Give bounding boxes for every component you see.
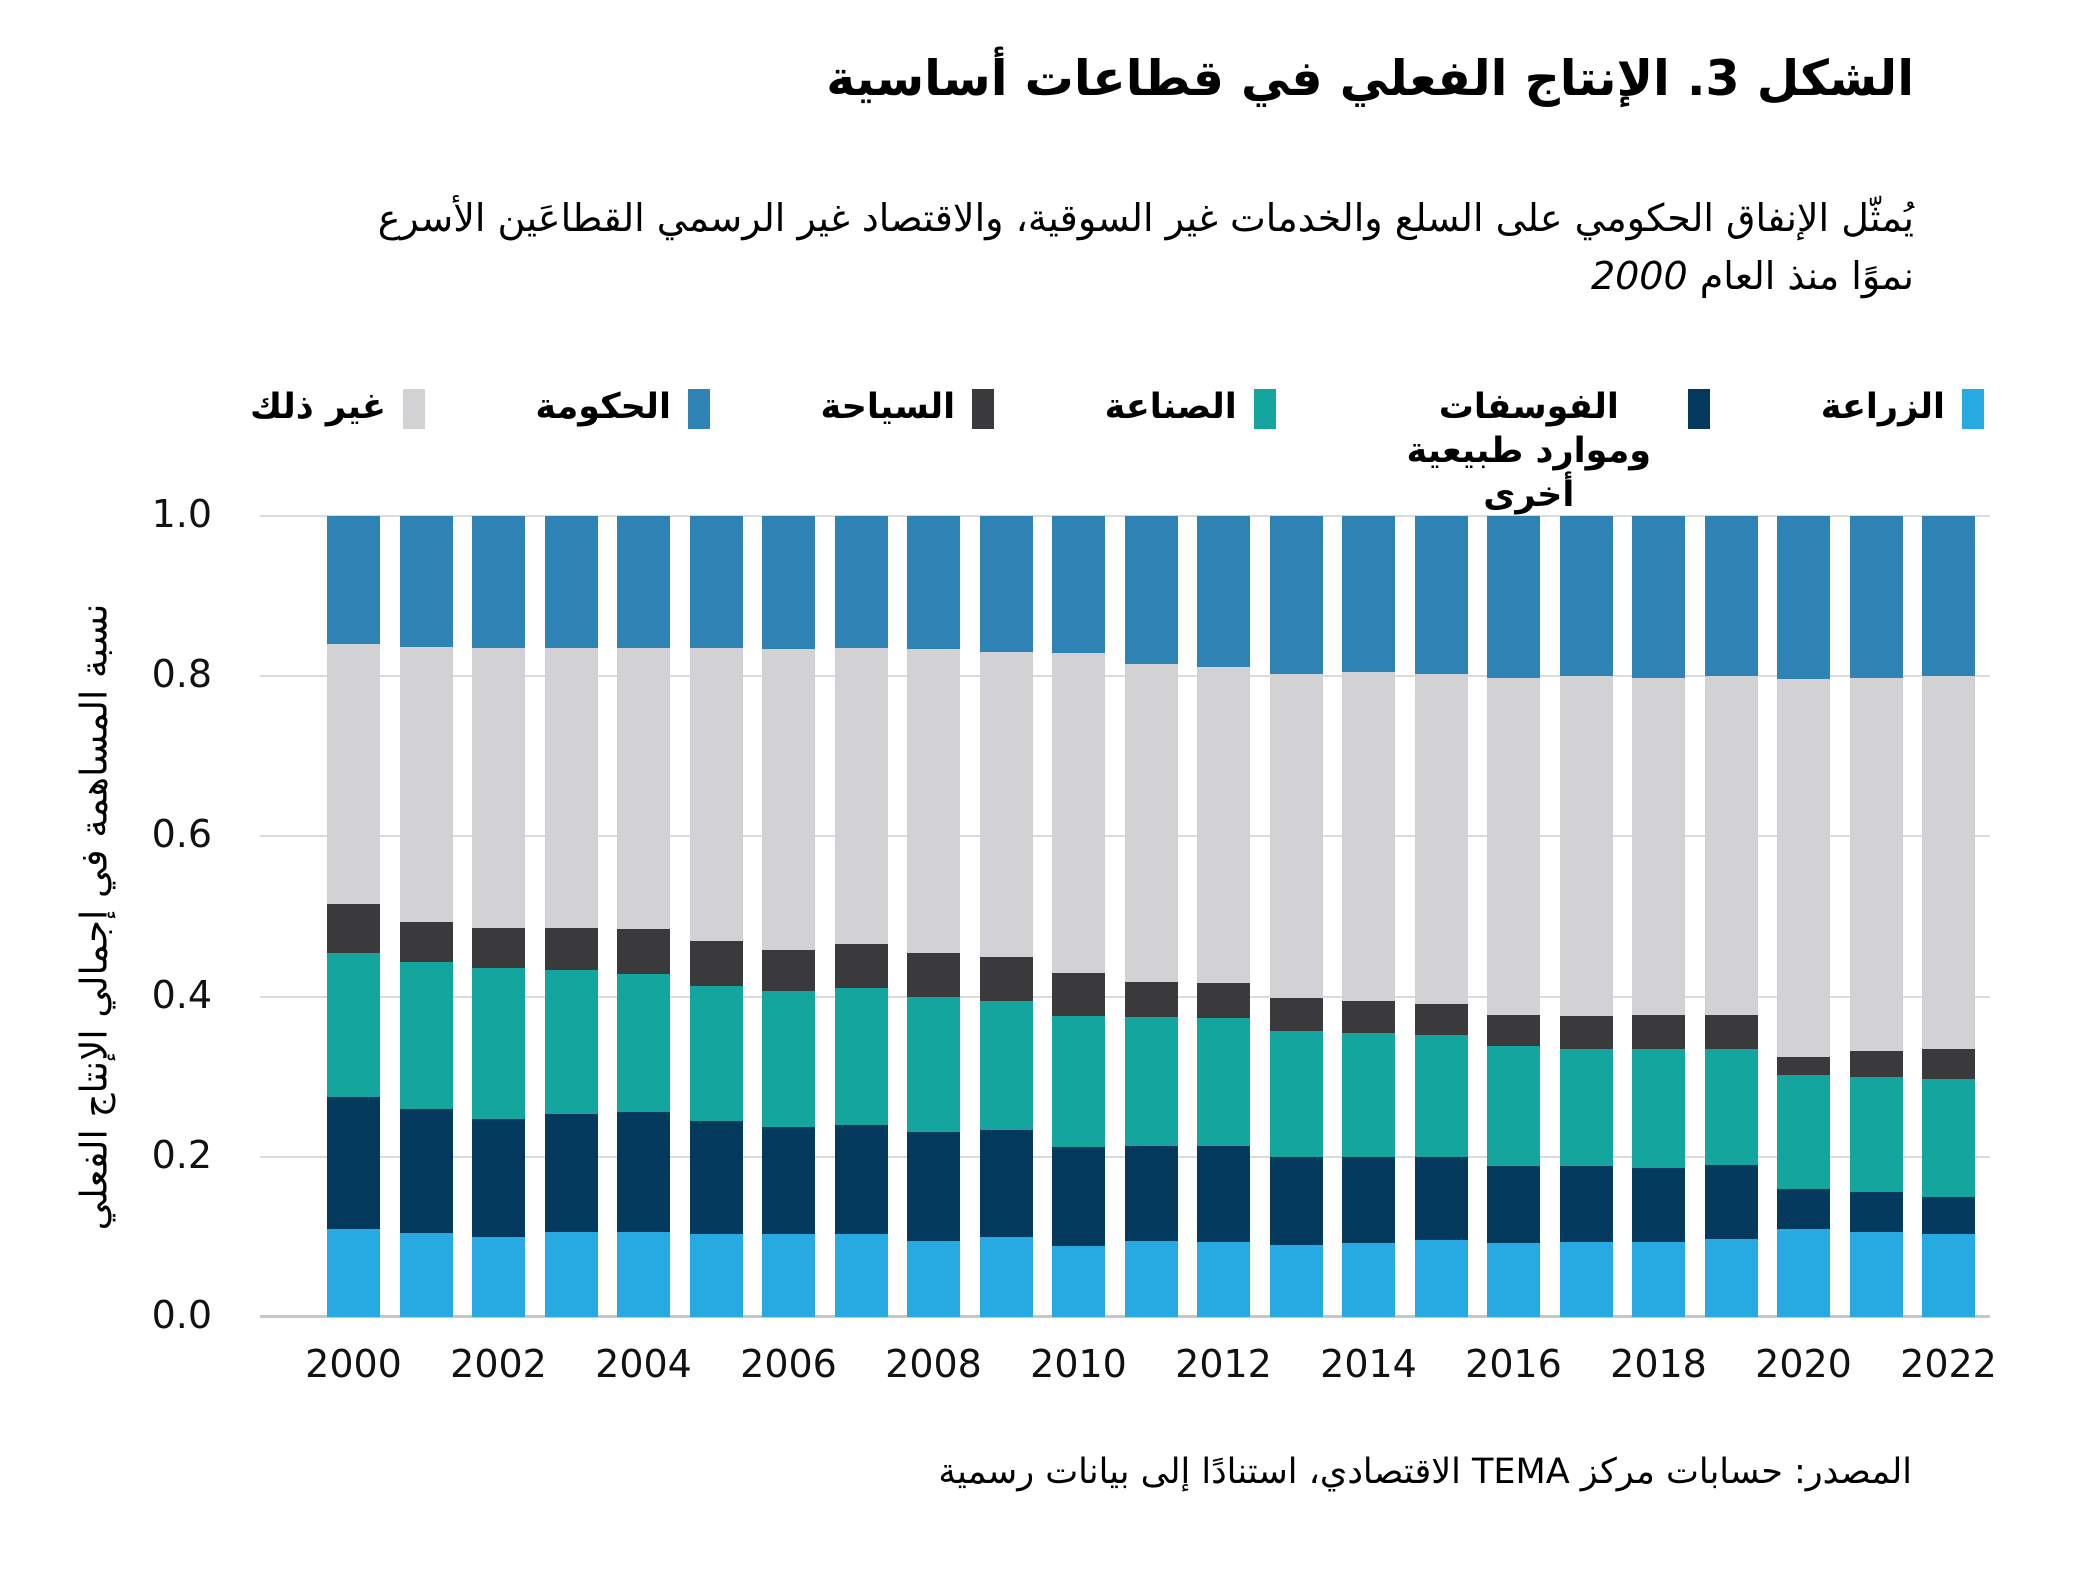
bar-2004	[617, 516, 670, 1317]
y-tick-label-0.8: 0.8	[151, 652, 212, 697]
bar-2008-segment-1	[907, 1132, 960, 1241]
chart-legend	[250, 386, 1984, 517]
bar-2018-segment-5	[1632, 516, 1685, 678]
bar-2018	[1632, 516, 1685, 1317]
bar-2020-segment-1	[1777, 1189, 1830, 1229]
bar-2013-segment-0	[1270, 1245, 1323, 1317]
y-tick-label-0.4: 0.4	[151, 972, 212, 1017]
plot-area	[260, 516, 1990, 1317]
bar-2021-segment-0	[1850, 1232, 1903, 1317]
bar-2015	[1415, 516, 1468, 1317]
legend-label: الصناعة	[1104, 387, 1237, 427]
bar-2003-segment-2	[545, 970, 598, 1113]
bar-2018-segment-0	[1632, 1242, 1685, 1317]
bar-2021	[1850, 516, 1903, 1317]
bar-2017	[1560, 516, 1613, 1317]
bar-2014-segment-5	[1342, 516, 1395, 672]
bar-2020	[1777, 516, 1830, 1317]
bar-2018-segment-3	[1632, 1015, 1685, 1049]
bar-2004-segment-5	[617, 516, 670, 648]
bar-2017-segment-5	[1560, 516, 1613, 676]
bar-2002-segment-1	[472, 1119, 525, 1237]
bar-2022-segment-5	[1922, 516, 1975, 676]
bar-2003-segment-5	[545, 516, 598, 648]
bar-2020-segment-2	[1777, 1075, 1830, 1189]
bar-2020-segment-4	[1777, 679, 1830, 1056]
bar-2016-segment-1	[1487, 1166, 1540, 1244]
bar-2015-segment-2	[1415, 1035, 1468, 1157]
bar-2016-segment-2	[1487, 1046, 1540, 1165]
x-tick-label-2004: 2004	[595, 1342, 692, 1386]
legend-item-3	[820, 386, 994, 430]
bar-2013-segment-5	[1270, 516, 1323, 674]
bar-2008-segment-5	[907, 516, 960, 649]
bar-2009-segment-3	[980, 957, 1033, 1001]
bar-2011-segment-2	[1125, 1017, 1178, 1147]
bar-2022-segment-0	[1922, 1234, 1975, 1317]
figure-subtitle	[150, 190, 1914, 306]
bar-2016-segment-5	[1487, 516, 1540, 678]
bar-2003-segment-0	[545, 1232, 598, 1317]
bar-2019-segment-3	[1705, 1015, 1758, 1049]
bar-2012-segment-2	[1197, 1018, 1250, 1146]
x-tick-label-2000: 2000	[305, 1342, 402, 1386]
bar-2003-segment-3	[545, 928, 598, 970]
bar-2002-segment-2	[472, 968, 525, 1119]
x-tick-label-2018: 2018	[1610, 1342, 1707, 1386]
y-tick-label-0.6: 0.6	[151, 812, 212, 857]
bar-2011-segment-5	[1125, 516, 1178, 664]
y-axis-title: نسبة المساهمة في إجمالي الإنتاج الفعلي	[72, 603, 116, 1230]
bar-2000-segment-0	[327, 1229, 380, 1317]
bar-2011-segment-1	[1125, 1146, 1178, 1241]
x-tick-label-2014: 2014	[1320, 1342, 1417, 1386]
bar-2017-segment-3	[1560, 1016, 1613, 1049]
bar-2002	[472, 516, 525, 1317]
bar-2012-segment-4	[1197, 667, 1250, 983]
bar-2015-segment-0	[1415, 1240, 1468, 1317]
bar-2019-segment-1	[1705, 1165, 1758, 1239]
bar-2022-segment-3	[1922, 1049, 1975, 1079]
bar-2005-segment-3	[690, 941, 743, 987]
bar-2016-segment-3	[1487, 1015, 1540, 1046]
bar-2001-segment-5	[400, 516, 453, 647]
x-tick-label-2006: 2006	[740, 1342, 837, 1386]
bar-2011-segment-4	[1125, 664, 1178, 982]
bar-2020-segment-3	[1777, 1057, 1830, 1075]
legend-label: الزراعة	[1820, 387, 1945, 427]
legend-item-5	[250, 386, 425, 430]
bar-2002-segment-3	[472, 928, 525, 968]
bar-2021-segment-3	[1850, 1051, 1903, 1077]
bar-2006-segment-2	[762, 991, 815, 1127]
bar-2010-segment-1	[1052, 1147, 1105, 1246]
bar-2004-segment-0	[617, 1232, 670, 1317]
bar-2014-segment-0	[1342, 1243, 1395, 1317]
bar-2007-segment-4	[835, 648, 888, 944]
bar-2021-segment-4	[1850, 678, 1903, 1051]
bar-2012-segment-1	[1197, 1146, 1250, 1241]
legend-label: غير ذلك	[250, 387, 386, 427]
bar-2017-segment-4	[1560, 676, 1613, 1016]
bar-2013-segment-4	[1270, 674, 1323, 998]
x-tick-label-2008: 2008	[885, 1342, 982, 1386]
legend-item-2	[1105, 386, 1276, 430]
bar-2010-segment-4	[1052, 653, 1105, 973]
bar-2014-segment-2	[1342, 1033, 1395, 1156]
bar-2016-segment-0	[1487, 1243, 1540, 1317]
bar-2022-segment-2	[1922, 1079, 1975, 1197]
bar-2019-segment-4	[1705, 676, 1758, 1015]
x-tick-label-2016: 2016	[1465, 1342, 1562, 1386]
bar-2008-segment-4	[907, 649, 960, 953]
bar-2018-segment-4	[1632, 678, 1685, 1015]
bar-2013-segment-2	[1270, 1031, 1323, 1157]
bar-2019-segment-0	[1705, 1239, 1758, 1317]
bar-2020-segment-5	[1777, 516, 1830, 679]
bar-2010-segment-0	[1052, 1246, 1105, 1316]
legend-item-4	[535, 386, 710, 430]
bar-2006-segment-4	[762, 649, 815, 950]
bar-2005-segment-4	[690, 648, 743, 940]
subtitle-line-1: يُمثّل الإنفاق الحكومي على السلع والخدمات غير السوقية، والاقتصاد غير الرسمي القطاعَين الأسرع	[377, 196, 1914, 240]
bar-2001-segment-4	[400, 647, 453, 923]
bar-2021-segment-2	[1850, 1077, 1903, 1192]
subtitle-year: 2000	[1590, 253, 1688, 298]
bar-2000-segment-1	[327, 1097, 380, 1229]
bar-2003-segment-4	[545, 648, 598, 928]
bar-2013-segment-3	[1270, 998, 1323, 1031]
legend-swatch	[972, 389, 994, 429]
y-axis-tick-labels	[0, 0, 214, 1587]
bar-2018-segment-2	[1632, 1049, 1685, 1168]
bar-2004-segment-2	[617, 974, 670, 1112]
bar-2002-segment-4	[472, 648, 525, 928]
bar-2014-segment-4	[1342, 672, 1395, 1000]
figure-title: الشكل 3. الإنتاج الفعلي في قطاعات أساسية	[826, 50, 1914, 107]
legend-label: الحكومة	[535, 387, 671, 427]
bar-2011-segment-0	[1125, 1241, 1178, 1317]
bar-2006-segment-1	[762, 1127, 815, 1234]
bar-2003-segment-1	[545, 1114, 598, 1233]
bar-2008-segment-2	[907, 997, 960, 1132]
bar-2000-segment-5	[327, 516, 380, 644]
y-tick-label-0.2: 0.2	[151, 1132, 212, 1177]
bar-2005-segment-2	[690, 986, 743, 1121]
bar-2011	[1125, 516, 1178, 1317]
bar-2009-segment-4	[980, 652, 1033, 956]
bar-2019-segment-2	[1705, 1049, 1758, 1164]
bar-2018-segment-1	[1632, 1168, 1685, 1242]
bar-2010-segment-5	[1052, 516, 1105, 653]
x-tick-label-2020: 2020	[1755, 1342, 1852, 1386]
bar-2007-segment-3	[835, 944, 888, 988]
bar-2001-segment-3	[400, 922, 453, 962]
bar-2014-segment-3	[1342, 1001, 1395, 1034]
bar-2013	[1270, 516, 1323, 1317]
bar-2005-segment-1	[690, 1121, 743, 1235]
bar-2012-segment-0	[1197, 1242, 1250, 1317]
bar-2007-segment-2	[835, 988, 888, 1125]
bar-2009-segment-1	[980, 1130, 1033, 1237]
bar-2014	[1342, 516, 1395, 1317]
bar-2002-segment-5	[472, 516, 525, 648]
bar-2019-segment-5	[1705, 516, 1758, 676]
bar-2006-segment-5	[762, 516, 815, 649]
bar-2015-segment-3	[1415, 1004, 1468, 1035]
bar-2000	[327, 516, 380, 1317]
bar-2009-segment-5	[980, 516, 1033, 652]
bar-2000-segment-3	[327, 904, 380, 952]
x-axis-tick-labels	[260, 1342, 1997, 1402]
legend-label: السياحة	[820, 387, 956, 427]
x-tick-label-2022: 2022	[1900, 1342, 1997, 1386]
source-note: المصدر: حسابات مركز TEMA الاقتصادي، استنادًا إلى بيانات رسمية	[938, 1452, 1912, 1492]
bar-2016	[1487, 516, 1540, 1317]
bar-2022-segment-4	[1922, 676, 1975, 1049]
bar-2005	[690, 516, 743, 1317]
bar-2010-segment-2	[1052, 1016, 1105, 1147]
bar-2010-segment-3	[1052, 973, 1105, 1015]
legend-swatch	[1254, 389, 1276, 429]
bar-2007	[835, 516, 888, 1317]
x-tick-label-2002: 2002	[450, 1342, 547, 1386]
bar-2007-segment-0	[835, 1234, 888, 1317]
bar-2001-segment-0	[400, 1233, 453, 1317]
bar-2011-segment-3	[1125, 982, 1178, 1016]
bar-2001-segment-1	[400, 1109, 453, 1233]
bar-2006-segment-0	[762, 1234, 815, 1317]
bar-2004-segment-1	[617, 1112, 670, 1232]
bar-2015-segment-5	[1415, 516, 1468, 674]
subtitle-line-2: نموًا منذ العام 2000	[1590, 253, 1914, 298]
bar-2005-segment-5	[690, 516, 743, 648]
bar-2017-segment-0	[1560, 1242, 1613, 1317]
bar-2017-segment-1	[1560, 1166, 1613, 1241]
bar-2022-segment-1	[1922, 1197, 1975, 1235]
bar-2006	[762, 516, 815, 1317]
bar-2000-segment-2	[327, 953, 380, 1097]
bar-2021-segment-1	[1850, 1192, 1903, 1232]
y-tick-label-1.0: 1.0	[151, 492, 212, 536]
bar-2012-segment-3	[1197, 983, 1250, 1018]
bar-2009-segment-0	[980, 1237, 1033, 1317]
bar-2008	[907, 516, 960, 1317]
bar-2010	[1052, 516, 1105, 1317]
bar-2012	[1197, 516, 1250, 1317]
bar-2015-segment-1	[1415, 1157, 1468, 1240]
bar-2000-segment-4	[327, 644, 380, 904]
x-tick-label-2010: 2010	[1030, 1342, 1127, 1386]
bar-2017-segment-2	[1560, 1049, 1613, 1167]
legend-swatch	[688, 389, 710, 429]
bar-2019	[1705, 516, 1758, 1317]
bar-2014-segment-1	[1342, 1157, 1395, 1244]
bar-2007-segment-1	[835, 1125, 888, 1234]
bar-2001	[400, 516, 453, 1317]
legend-item-0	[1821, 386, 1984, 430]
legend-swatch	[1962, 389, 1984, 429]
bar-2004-segment-4	[617, 648, 670, 929]
bar-2001-segment-2	[400, 962, 453, 1109]
legend-label: الفوسفات وموارد طبيعية أخرى	[1406, 387, 1652, 515]
bar-2013-segment-1	[1270, 1157, 1323, 1245]
bar-2004-segment-3	[617, 929, 670, 974]
bar-2009-segment-2	[980, 1001, 1033, 1130]
bar-2002-segment-0	[472, 1237, 525, 1317]
bar-2008-segment-0	[907, 1241, 960, 1317]
bar-2022	[1922, 516, 1975, 1317]
bar-2016-segment-4	[1487, 678, 1540, 1015]
legend-swatch	[403, 389, 425, 429]
y-tick-label-0.0: 0.0	[151, 1293, 212, 1337]
bar-2020-segment-0	[1777, 1229, 1830, 1317]
bar-2009	[980, 516, 1033, 1317]
bar-2006-segment-3	[762, 950, 815, 991]
bar-2007-segment-5	[835, 516, 888, 648]
bar-2005-segment-0	[690, 1234, 743, 1317]
bar-2015-segment-4	[1415, 674, 1468, 1004]
bar-2021-segment-5	[1850, 516, 1903, 678]
bar-2012-segment-5	[1197, 516, 1250, 667]
legend-swatch	[1688, 389, 1710, 429]
x-tick-label-2012: 2012	[1175, 1342, 1272, 1386]
bar-2003	[545, 516, 598, 1317]
legend-item-1	[1386, 386, 1710, 517]
bar-2008-segment-3	[907, 953, 960, 997]
